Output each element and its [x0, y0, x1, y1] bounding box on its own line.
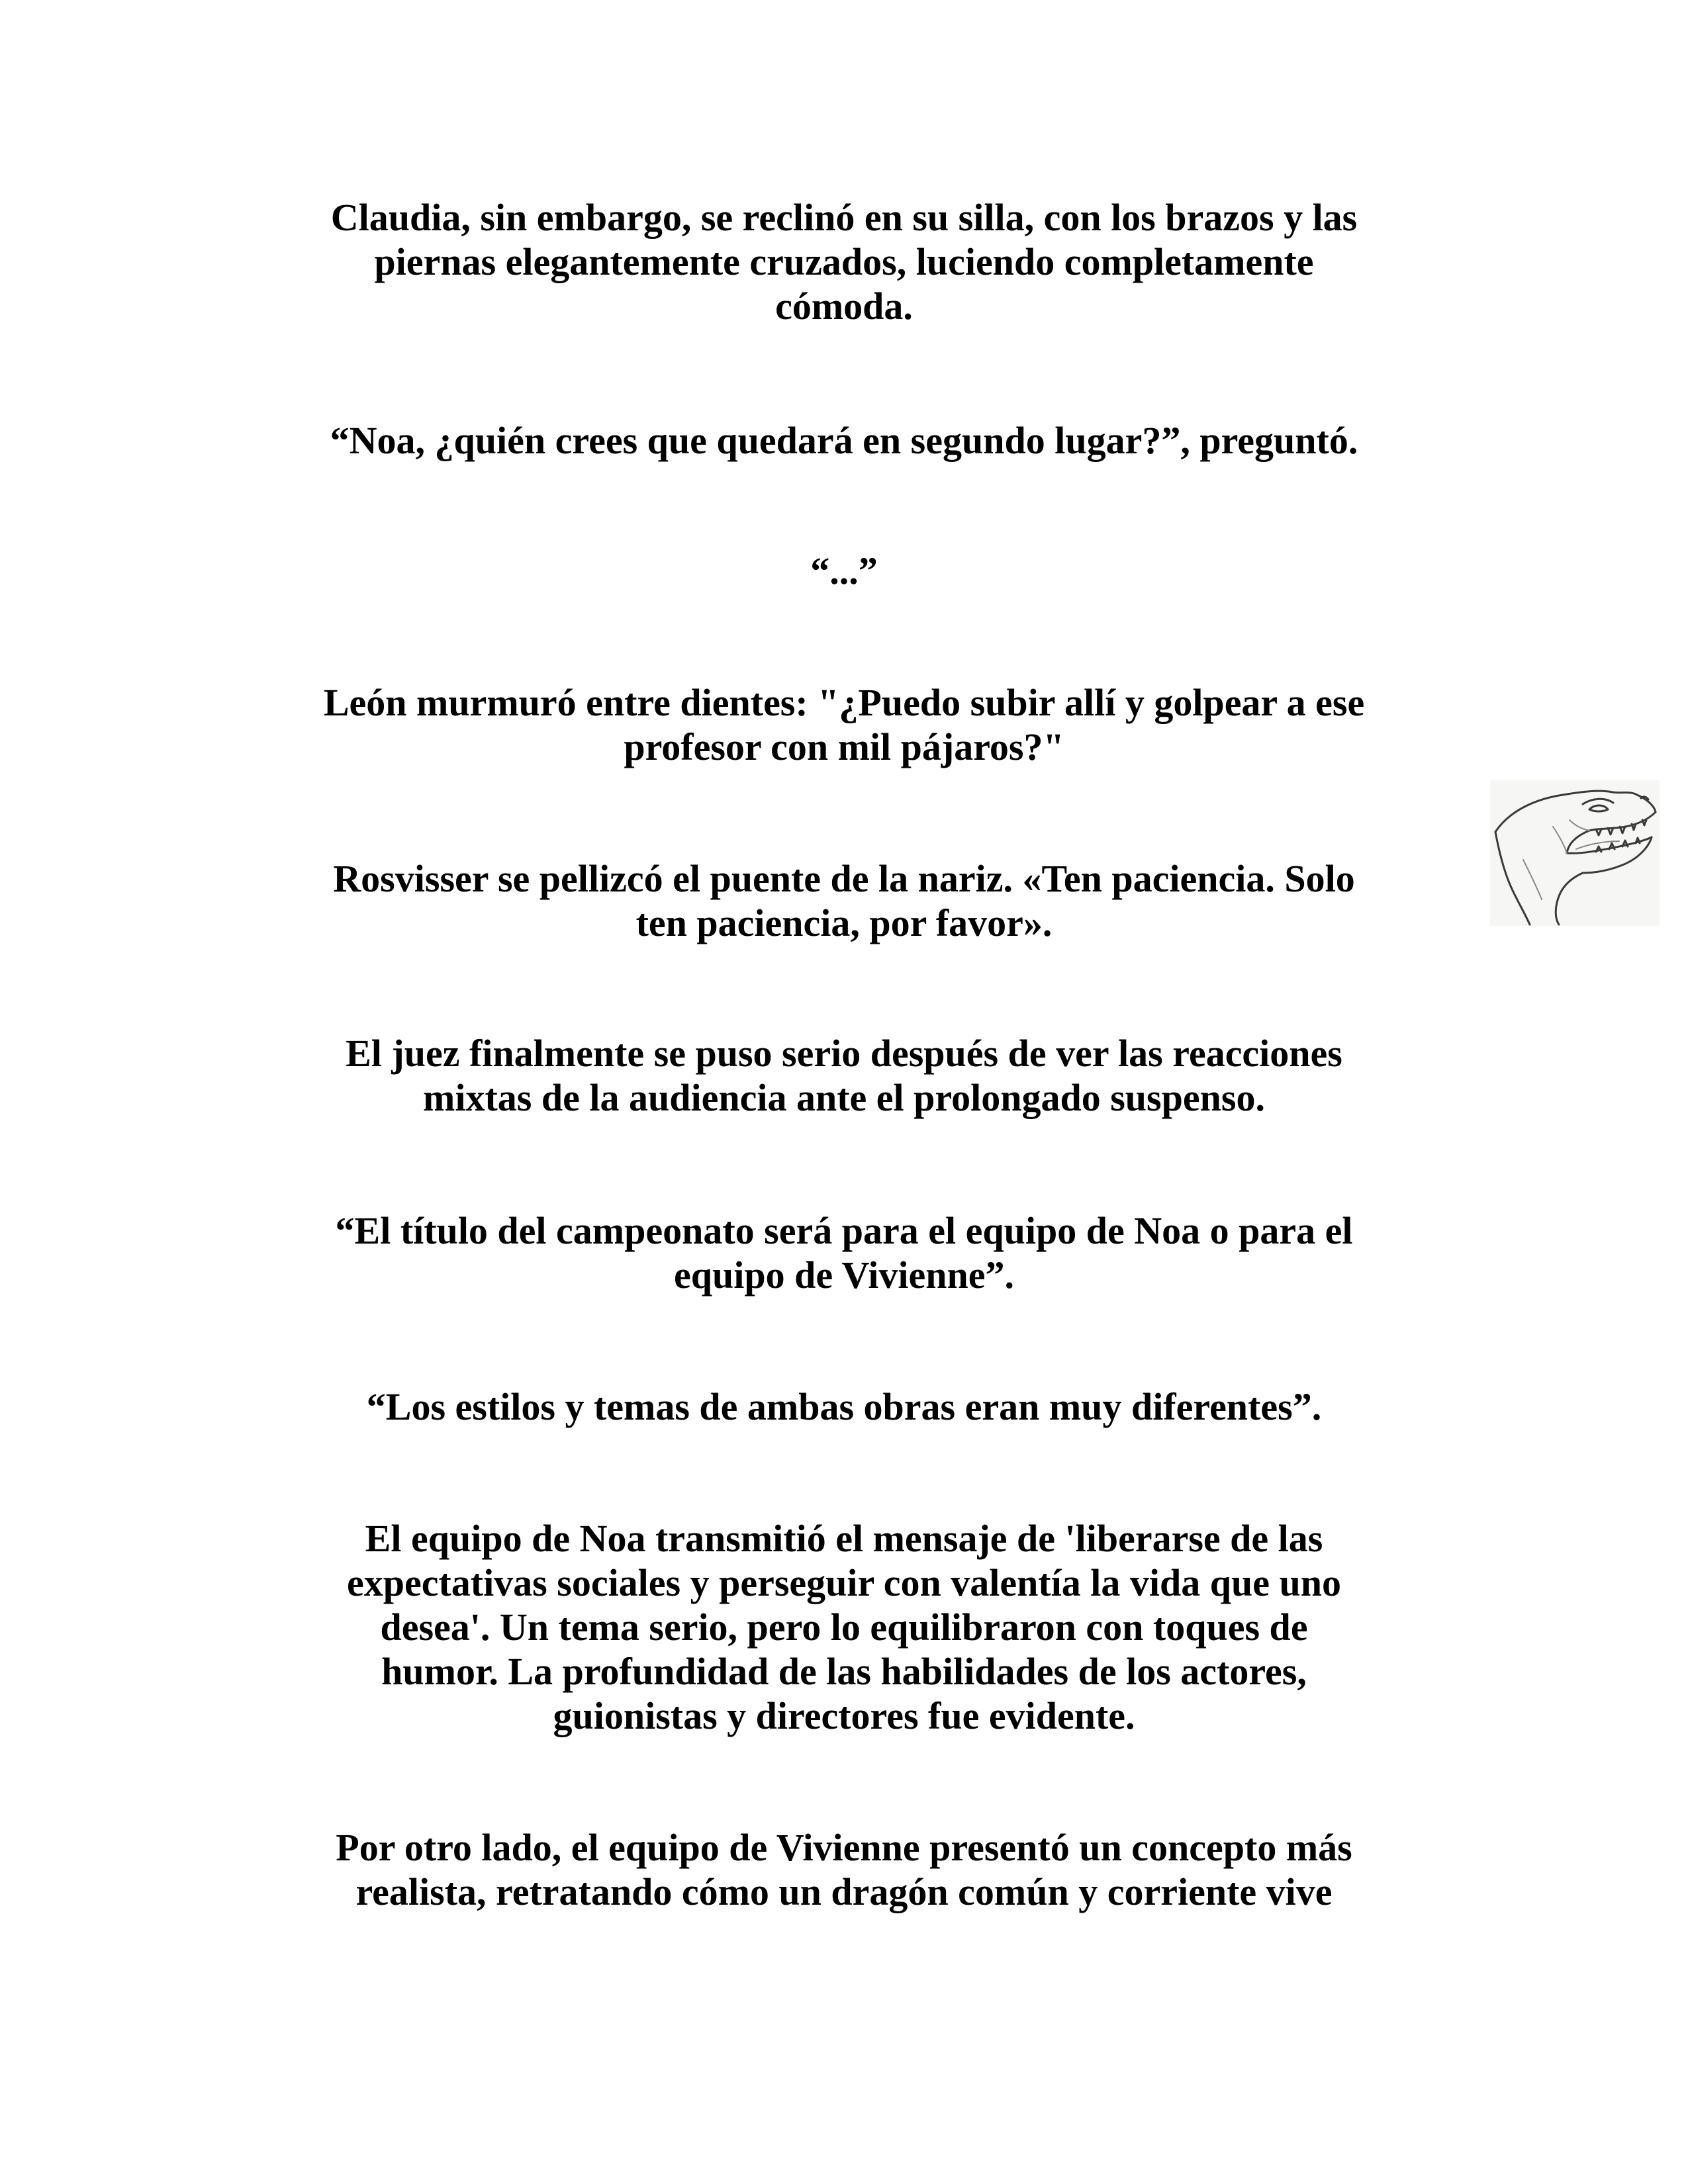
dinosaur-head-sketch-icon	[1490, 780, 1660, 926]
text-line: El equipo de Noa transmitió el mensaje de 'liberarse de las	[365, 1517, 1323, 1560]
text-line: humor. La profundidad de las habilidades de los actores,	[381, 1650, 1307, 1693]
text-line: piernas elegantemente cruzados, luciendo completamente	[374, 240, 1314, 283]
text-line: “Los estilos y temas de ambas obras eran muy diferentes”.	[366, 1385, 1322, 1428]
paragraph-6	[225, 1031, 1463, 1120]
paragraph-7	[225, 1208, 1463, 1297]
text-line: mixtas de la audiencia ante el prolongado suspenso.	[423, 1076, 1265, 1119]
text-line: “El título del campeonato será para el equipo de Noa o para el	[335, 1209, 1353, 1252]
text-line: profesor con mil pájaros?"	[624, 725, 1064, 768]
paragraph-10	[225, 1825, 1463, 1914]
text-line: “Noa, ¿quién crees que quedará en segundo lugar?”, preguntó.	[330, 419, 1358, 462]
text-line: desea'. Un tema serio, pero lo equilibraron con toques de	[380, 1606, 1308, 1649]
paragraph-2	[225, 418, 1463, 463]
text-line: realista, retratando cómo un dragón común y corriente vive	[355, 1870, 1333, 1913]
text-line: “...”	[810, 549, 878, 592]
paragraph-8	[225, 1385, 1463, 1429]
text-line: equipo de Vivienne”.	[673, 1253, 1015, 1297]
paragraph-1	[225, 195, 1463, 328]
text-line: ten paciencia, por favor».	[635, 901, 1053, 944]
text-line: León murmuró entre dientes: "¿Puedo subir allí y golpear a ese	[323, 681, 1365, 724]
text-line: guionistas y directores fue evidente.	[553, 1694, 1135, 1737]
paragraph-4	[225, 680, 1463, 769]
text-line: Por otro lado, el equipo de Vivienne presentó un concepto más	[336, 1826, 1352, 1869]
text-line: cómoda.	[775, 285, 913, 328]
paragraph-9	[225, 1516, 1463, 1738]
text-line: Claudia, sin embargo, se reclinó en su silla, con los brazos y las	[330, 196, 1358, 239]
paragraph-5	[225, 856, 1463, 945]
text-line: El juez finalmente se puso serio después de ver las reacciones	[346, 1032, 1342, 1075]
text-line: expectativas sociales y perseguir con valentía la vida que uno	[346, 1561, 1342, 1604]
text-line: Rosvisser se pellizcó el puente de la nariz. «Ten paciencia. Solo	[333, 857, 1355, 900]
paragraph-3	[225, 549, 1463, 593]
